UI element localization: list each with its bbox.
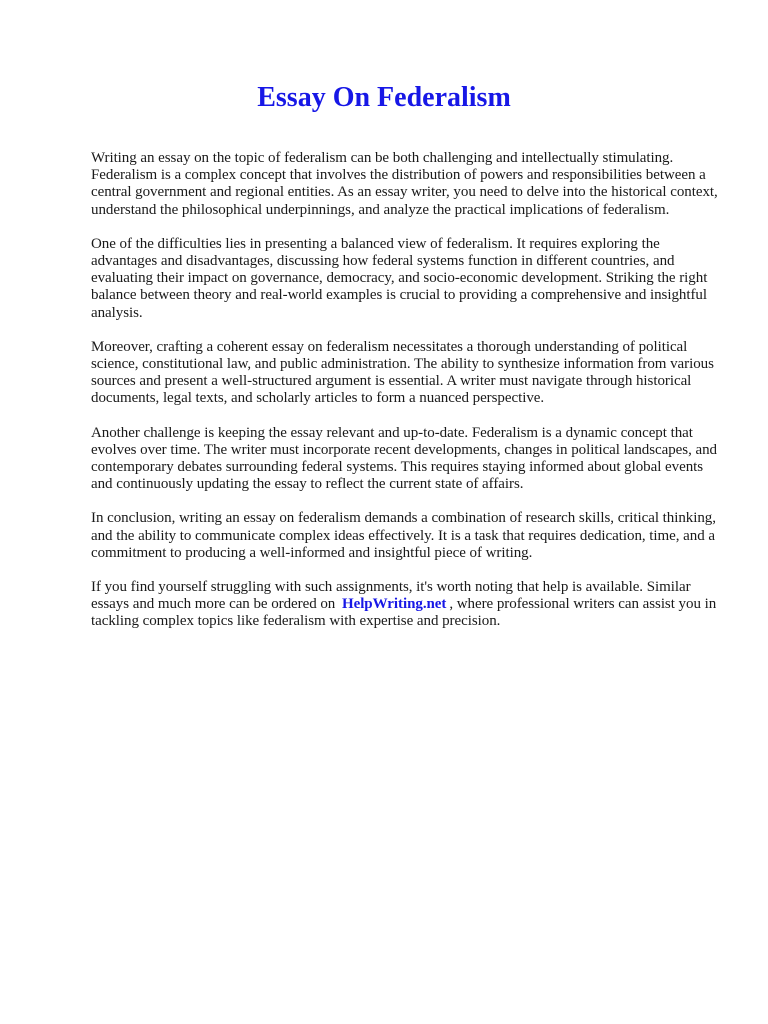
paragraph-1: Writing an essay on the topic of federalism can be both challenging and intellectually stimulating. Federalism is a complex concept that involves the distribution of powers and responsibilities between a central government and regional entities. As an essay writer, you need to delve into the historical context, understand the philosophical underpinnings, and analyze the practical implications of federalism. <box>91 150 718 218</box>
paragraph-3: Moreover, crafting a coherent essay on federalism necessitates a thorough understanding of political science, constitutional law, and public administration. The ability to synthesize information from various sources and present a well-structured argument is essential. A writer must navigate through historical documents, legal texts, and scholarly articles to form a nuanced perspective. <box>91 338 714 407</box>
helpwriting-link[interactable]: HelpWriting.net <box>341 596 447 613</box>
document-body <box>91 150 722 631</box>
document-title: Essay On Federalism <box>257 82 511 113</box>
paragraph-2: One of the difficulties lies in presenting a balanced view of federalism. It requires exploring the advantages and disadvantages, discussing how federal systems function in different countries, and evaluating their impact on governance, democracy, and socio-economic development. Striking the right balance between theory and real-world examples is crucial to providing a comprehensive and insightful analysis. <box>91 235 708 321</box>
closing-text-before-link: If you find yourself struggling with such assignments, it's worth noting that help is available. Similar essays and much more can be ordered on <box>91 579 691 613</box>
closing-text-after-link: , where professional writers can assist you in tackling complex topics like federalism with expertise and precision. <box>91 596 717 630</box>
paragraph-4: Another challenge is keeping the essay relevant and up-to-date. Federalism is a dynamic concept that evolves over time. The writer must incorporate recent developments, changes in political landscapes, and contemporary debates surrounding federal systems. This requires staying informed about global events and continuously updating the essay to reflect the current state of affairs. <box>91 424 717 493</box>
closing-paragraph <box>91 579 722 631</box>
paragraph-5: In conclusion, writing an essay on federalism demands a combination of research skills, critical thinking, and the ability to communicate complex ideas effectively. It is a task that requires dedication, time, and a commitment to producing a well-informed and insightful piece of writing. <box>91 510 716 561</box>
